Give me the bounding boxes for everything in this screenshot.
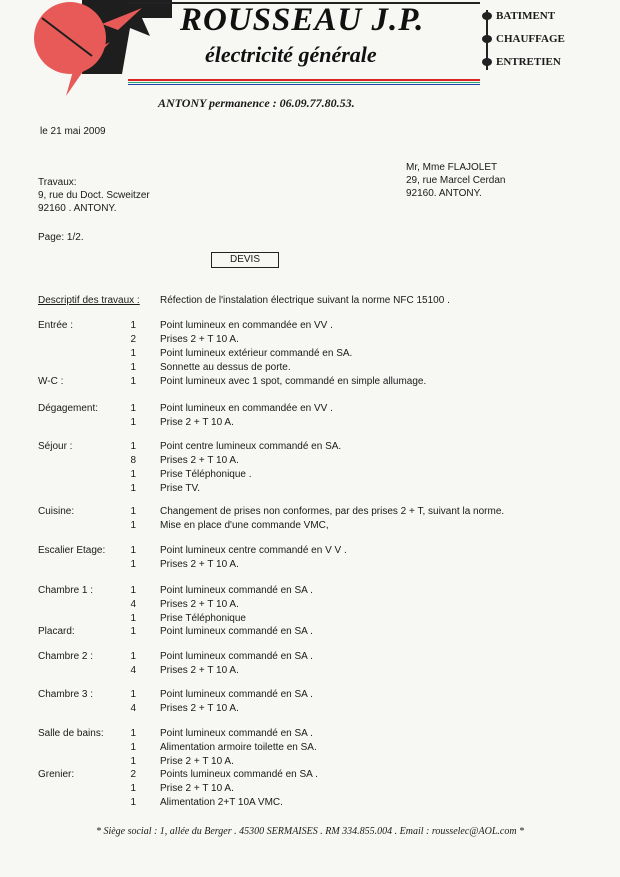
item-quantity: 4 [130,703,136,714]
item-description: Point lumineux en commandée en VV . [160,403,333,414]
item-quantity: 1 [130,417,136,428]
item-quantity: 1 [130,797,136,808]
client-line1: 29, rue Marcel Cerdan [406,175,506,186]
travaux-line2: 92160 . ANTONY. [38,203,117,214]
item-description: Point lumineux commandé en SA . [160,689,313,700]
item-section: Escalier Etage: [38,545,106,556]
item-quantity: 1 [130,348,136,359]
item-row [0,728,620,742]
item-quantity: 8 [130,455,136,466]
item-row [0,613,620,627]
descriptif-row [0,295,620,309]
item-description: Prises 2 + T 10 A. [160,599,239,610]
item-section: Séjour : [38,441,73,452]
bullet-icon [482,35,492,43]
service-label: CHAUFFAGE [496,33,565,45]
item-row [0,665,620,679]
footer-note: * Siège social : 1, allée du Berger . 45300 SERMAISES . RM 334.855.004 . Email : rousselec@AOL.com * [95,826,525,837]
client-name: Mr, Mme FLAJOLET [406,162,498,173]
item-description: Prises 2 + T 10 A. [160,334,239,345]
client-address [406,161,506,200]
header-blue-rule [128,84,480,85]
item-row [0,362,620,376]
item-description: Alimentation armoire toilette en SA. [160,742,317,753]
item-quantity: 1 [130,783,136,794]
item-description: Point lumineux centre commandé en V V . [160,545,347,556]
item-section: Entrée : [38,320,74,331]
item-row [0,626,620,640]
item-quantity: 1 [130,403,136,414]
item-quantity: 1 [130,520,136,531]
bullet-icon [482,58,492,66]
item-quantity: 2 [130,769,136,780]
item-quantity: 1 [130,613,136,624]
item-row [0,783,620,797]
item-row [0,585,620,599]
item-description: Point lumineux commandé en SA . [160,651,313,662]
item-quantity: 1 [130,742,136,753]
item-quantity: 4 [130,665,136,676]
item-description: Point lumineux commandé en SA . [160,728,313,739]
item-quantity: 1 [130,559,136,570]
item-row [0,769,620,783]
item-row [0,376,620,390]
item-description: Point lumineux commandé en SA . [160,585,313,596]
item-description: Point lumineux avec 1 spot, commandé en simple allumage. [160,376,427,387]
service-label: ENTRETIEN [496,56,561,68]
permanence-line: ANTONY permanence : 06.09.77.80.53. [158,96,355,110]
item-row [0,703,620,717]
item-description: Prise 2 + T 10 A. [160,417,234,428]
item-description: Prises 2 + T 10 A. [160,559,239,570]
item-section: W-C : [38,376,64,387]
company-logo [22,0,172,110]
devis-box: DEVIS [211,252,279,268]
item-section: Grenier: [38,769,75,780]
header-green-rule [128,82,480,83]
item-description: Alimentation 2+T 10A VMC. [160,797,283,808]
item-description: Point lumineux extérieur commandé en SA. [160,348,353,359]
item-row [0,756,620,770]
item-description: Prises 2 + T 10 A. [160,665,239,676]
item-quantity: 1 [130,585,136,596]
item-quantity: 1 [130,376,136,387]
item-section: Dégagement: [38,403,99,414]
item-description: Points lumineux commandé en SA . [160,769,318,780]
item-row [0,559,620,573]
travaux-line1: 9, rue du Doct. Scweitzer [38,190,150,201]
header-red-rule [128,79,480,81]
item-quantity: 1 [130,469,136,480]
item-row [0,455,620,469]
item-description: Prises 2 + T 10 A. [160,703,239,714]
item-description: Prise 2 + T 10 A. [160,783,234,794]
service-chauffage [482,33,565,45]
item-quantity: 1 [130,756,136,767]
item-row [0,520,620,534]
item-description: Prises 2 + T 10 A. [160,455,239,466]
item-row [0,348,620,362]
item-row [0,320,620,334]
item-row [0,797,620,811]
service-batiment [482,10,555,22]
item-section: Chambre 3 : [38,689,94,700]
item-row [0,417,620,431]
item-section: Salle de bains: [38,728,104,739]
item-quantity: 1 [130,626,136,637]
item-quantity: 2 [130,334,136,345]
descriptif-label: Descriptif des travaux : [38,295,140,306]
item-description: Mise en place d'une commande VMC, [160,520,329,531]
item-quantity: 1 [130,651,136,662]
item-section: Placard: [38,626,75,637]
item-description: Prise Téléphonique . [160,469,252,480]
item-description: Prise TV. [160,483,201,494]
item-quantity: 1 [130,320,136,331]
item-description: Changement de prises non conformes, par des prises 2 + T, suivant la norme. [160,506,505,517]
company-subtitle: électricité générale [205,42,377,67]
service-label: BATIMENT [496,10,556,22]
document-date: le 21 mai 2009 [40,126,106,137]
item-description: Sonnette au dessus de porte. [160,362,291,373]
item-section: Chambre 1 : [38,585,94,596]
item-row [0,441,620,455]
service-entretien [482,56,561,68]
item-quantity: 1 [130,545,136,556]
item-quantity: 1 [130,441,136,452]
item-description: Prise Téléphonique [160,613,246,624]
item-section: Chambre 2 : [38,651,94,662]
bullet-icon [482,12,492,20]
item-description: Point centre lumineux commandé en SA. [160,441,342,452]
item-row [0,545,620,559]
travaux-label: Travaux: [38,177,77,188]
item-row [0,483,620,497]
item-quantity: 1 [130,728,136,739]
item-row [0,469,620,483]
item-quantity: 1 [130,506,136,517]
descriptif-text: Réfection de l'instalation électrique suivant la norme NFC 15100 . [160,295,450,306]
item-row [0,742,620,756]
item-row [0,334,620,348]
item-row [0,599,620,613]
item-row [0,506,620,520]
item-quantity: 4 [130,599,136,610]
item-row [0,651,620,665]
item-description: Prise 2 + T 10 A. [160,756,234,767]
page-number: Page: 1/2. [38,232,84,243]
item-quantity: 1 [130,362,136,373]
item-description: Point lumineux commandé en SA . [160,626,313,637]
travaux-address [38,176,150,215]
item-row [0,403,620,417]
item-row [0,689,620,703]
item-section: Cuisine: [38,506,75,517]
client-line2: 92160. ANTONY. [406,188,482,199]
company-name: ROUSSEAU J.P. [180,2,425,38]
item-quantity: 1 [130,483,136,494]
item-quantity: 1 [130,689,136,700]
item-description: Point lumineux en commandée en VV . [160,320,333,331]
